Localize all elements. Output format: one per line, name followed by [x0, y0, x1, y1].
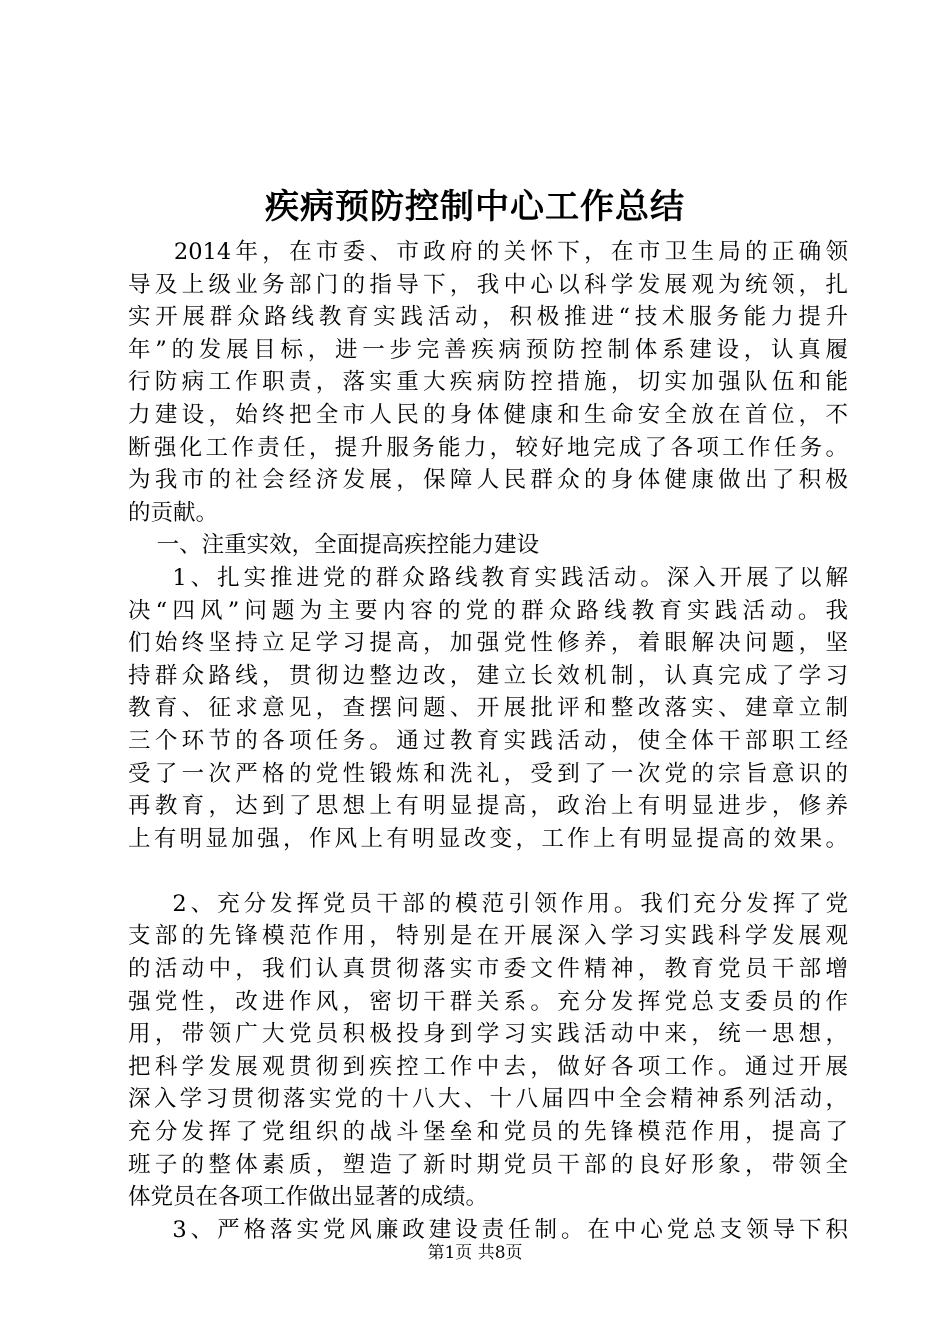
- text-line: 支部的先锋模范作用，特别是在开展深入学习实践科学发展观: [128, 923, 848, 950]
- blank-line: [128, 855, 848, 888]
- text-line: 充分发挥了党组织的战斗堡垒和党员的先锋模范作用，提高了: [128, 1119, 848, 1146]
- text-line: 上有明显加强，作风上有明显改变，工作上有明显提高的效果。: [128, 825, 848, 852]
- text-line: 受了一次严格的党性锻炼和洗礼，受到了一次党的宗旨意识的: [128, 760, 848, 787]
- page-footer: 第1页 共8页: [427, 1243, 523, 1263]
- text-line: 再教育，达到了思想上有明显提高，政治上有明显进步，修养: [128, 793, 848, 820]
- text-line: 实开展群众路线教育实践活动，积极推进“技术服务能力提升: [128, 304, 848, 331]
- text-line: 深入学习贯彻落实党的十八大、十八届四中全会精神系列活动，: [128, 1086, 848, 1113]
- text-line: 体党员在各项工作做出显著的成绩。: [128, 1184, 489, 1211]
- text-line: 3、严格落实党风廉政建设责任制。在中心党总支领导下积: [128, 1216, 848, 1243]
- text-line: 1、扎实推进党的群众路线教育实践活动。深入开展了以解: [128, 564, 848, 591]
- text-line: 2014年，在市委、市政府的关怀下，在市卫生局的正确领: [128, 239, 848, 265]
- section-heading: 一、注重实效，全面提高疾控能力建设: [128, 532, 540, 559]
- text-line: 教育、征求意见，查摆问题、开展批评和整改落实、建章立制: [128, 695, 848, 722]
- text-line: 们始终坚持立足学习提高，加强党性修养，着眼解决问题，坚: [128, 630, 848, 657]
- text-line: 为我市的社会经济发展，保障人民群众的身体健康做出了积极: [128, 467, 848, 494]
- text-line: 的活动中，我们认真贯彻落实市委文件精神，教育党员干部增: [128, 956, 848, 983]
- text-line: 把科学发展观贯彻到疾控工作中去，做好各项工作。通过开展: [128, 1053, 848, 1080]
- text-line: 强党性，改进作风，密切干群关系。充分发挥党总支委员的作: [128, 988, 848, 1015]
- text-line: 行防病工作职责，落实重大疾病防控措施，切实加强队伍和能: [128, 369, 848, 396]
- text-line: 力建设，始终把全市人民的身体健康和生命安全放在首位，不: [128, 401, 848, 428]
- text-line: 断强化工作责任，提升服务能力，较好地完成了各项工作任务。: [128, 434, 848, 461]
- text-line: 导及上级业务部门的指导下，我中心以科学发展观为统领，扎: [128, 271, 848, 298]
- text-line: 2、充分发挥党员干部的模范引领作用。我们充分发挥了党: [128, 890, 848, 917]
- text-line: 用，带领广大党员积极投身到学习实践活动中来，统一思想，: [128, 1021, 848, 1048]
- document-body: [128, 236, 848, 1246]
- text-line: 持群众路线，贯彻边整边改，建立长效机制，认真完成了学习: [128, 662, 848, 689]
- text-line: 年”的发展目标，进一步完善疾病预防控制体系建设，认真履: [128, 336, 848, 363]
- document-title: 疾病预防控制中心工作总结: [265, 187, 685, 227]
- text-line: 决“四风”问题为主要内容的党的群众路线教育实践活动。我: [128, 597, 848, 624]
- text-line: 的贡献。: [128, 499, 219, 526]
- text-line: 三个环节的各项任务。通过教育实践活动，使全体干部职工经: [128, 727, 848, 754]
- text-line: 班子的整体素质，塑造了新时期党员干部的良好形象，带领全: [128, 1151, 848, 1178]
